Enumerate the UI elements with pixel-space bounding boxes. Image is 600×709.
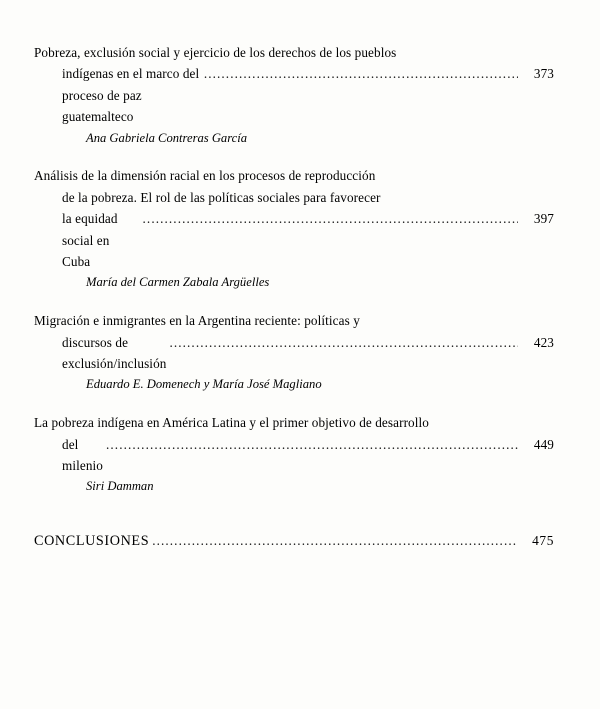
toc-entry-line — [34, 187, 554, 208]
toc-entry-author: Eduardo E. Domenech y María José Magliano — [86, 377, 322, 392]
toc-entry-line — [34, 412, 554, 433]
toc-entry[interactable] — [34, 42, 554, 147]
toc-entry-title-line: la equidad social en Cuba — [62, 211, 121, 269]
toc-entry-line — [34, 434, 554, 477]
toc-entry-line — [34, 332, 554, 375]
toc-page-number: 397 — [533, 211, 554, 227]
toc-entry[interactable] — [34, 412, 554, 496]
toc-entry-line — [34, 165, 554, 186]
leader-dots — [152, 530, 518, 551]
toc-entry-line — [34, 63, 554, 127]
toc-entry-lines — [34, 310, 554, 374]
toc-entry[interactable] — [34, 165, 554, 292]
leader-dots — [169, 332, 518, 353]
leader-dots — [143, 208, 518, 229]
toc-page-number: 475 — [532, 533, 554, 549]
toc-entry-title-line: La pobreza indígena en América Latina y el primer objetivo de desarrollo — [34, 415, 429, 431]
toc-entry-title-line: Migración e inmigrantes en la Argentina reciente: políticas y — [34, 313, 360, 329]
toc-entry-lines — [34, 165, 554, 272]
toc-entry-title-line: Pobreza, exclusión social y ejercicio de los derechos de los pueblos — [34, 45, 397, 60]
toc-entry-title-line: de la pobreza. El rol de las políticas sociales para favorecer — [62, 189, 381, 205]
leader-dots — [204, 63, 518, 84]
toc-entry-title-line: discursos de exclusión/inclusión — [62, 334, 167, 371]
toc-conclusions-label: CONCLUSIONES — [34, 533, 150, 550]
toc-entry-line — [34, 310, 554, 331]
toc-entry-lines — [34, 412, 554, 476]
toc-entry-author: María del Carmen Zabala Argüelles — [86, 275, 270, 290]
toc-page-number: 423 — [533, 334, 554, 350]
toc-entry-line — [34, 208, 554, 272]
toc-entry-title-line: del milenio — [62, 436, 103, 473]
toc-page-number: 449 — [533, 436, 554, 452]
toc-page-number: 373 — [533, 66, 554, 82]
toc-entry-title-line: indígenas en el marco del proceso de paz guatemalteco — [62, 66, 203, 125]
toc-entry[interactable] — [34, 310, 554, 394]
toc-entry-conclusions[interactable] — [34, 530, 554, 553]
table-of-contents — [34, 42, 554, 571]
toc-entry-line — [34, 530, 554, 553]
leader-dots — [106, 434, 518, 455]
toc-entry-title-line: Análisis de la dimensión racial en los procesos de reproducción — [34, 168, 376, 184]
toc-entry-author: Ana Gabriela Contreras García — [86, 130, 248, 145]
toc-entry-author: Siri Damman — [86, 479, 154, 494]
toc-entry-lines — [34, 42, 554, 128]
toc-entry-line — [34, 42, 554, 63]
